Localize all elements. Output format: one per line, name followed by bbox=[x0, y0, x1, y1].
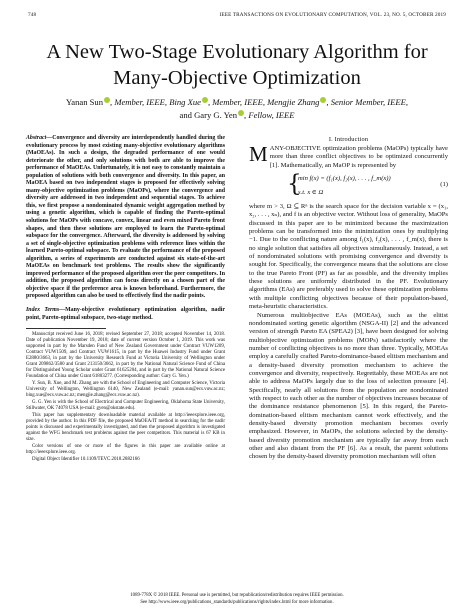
intro-paragraph-2: Numerous multiobjective EAs (MOEAs), such as the elitist nondominated sorting genetic algorithm (NSGA-II) [2] and the advanced version of strength Pareto EA (SPEA2) [3], have been designed for solving multiobjective optimization problems (MOPs) satisfactorily where the number of conflicting objectives is no more than three. Typically, MOEAs employ a carefully crafted Pareto-dominance-based elitism mechanism and a density-based diversity promotion mechanism to achieve the convergence and diversity, respectively. Regrettably, these MOEAs are not able to address MaOPs largely due to the loss of selection pressure [4]. Specifically, nearly all solutions from the population are nondominated with respect to each other as the number of objectives increases because of the dominance resistance phenomenon [5]. In this regard, the Pareto-domination-based elitism mechanism cannot work effectively, and the density-based diversity promotion mechanism becomes overly emphasized. However, in MaOPs, the solutions selected by the density-based diversity promotion mechanism are typically far away from each other and also distant from the PF [6]. As a result, the parent solutions chosen by the density-based diversity promotion mechanism will often bbox=[249, 311, 448, 461]
author-yen-membership: , Fellow, IEEE bbox=[244, 110, 295, 120]
page-number: 748 bbox=[28, 12, 37, 18]
intro-paragraph-1-continued: where m > 3, Ω ⊆ Rⁿ is the search space for the decision variable x = (x₁, x₂, . . . , xₙ), and f is an objective vector. Without loss of generality, MaOPs discussed in this paper are to be minimized because the maximization problems can be transformed into the minimization ones by multiplying −1. Due to the conflicting nature among f₁(x), f₂(x), . . . , f_m(x), there is no single solution that satisfies all objectives simultaneously. Instead, a set of nondominated solutions with promising convergence and diversity is sought for. Specifically, the convergence means that the solutions are close to the true Pareto Front (PF) as far as possible, and the diversity implies these solutions are uniformly distributed in the PF. Evolutionary algorithms (EAs) are preferably used to solve these optimization problems with multiple conflicting objectives because of their population-based, meta-heuristic characteristics. bbox=[249, 203, 448, 311]
copyright-line: 1089-778X © 2018 IEEE. Personal use is permitted, but republication/redistribution requires IEEE permission. bbox=[130, 593, 344, 598]
footnote-manuscript: Manuscript received June 16, 2018; revised September 27, 2018; accepted November 14, 2018. Date of publication November 19, 2018; date of current version October 1, 2019. This work was supported in part by the Marsden Fund of New Zealand Government under Contract VUW1209, Contract VUW1509, and Contract VUW1615, in part by the Huawei Industry Fund under Grant E2880/3663, in part by the University Research Fund at Victoria University of Wellington under Grant 209862/3580 and Grant 213150/3662, in part by the National Natural Science Fund of China for Distinguished Young Scholar under Grant 61625204, and in part by the National Natural Science Foundation of China under Grant 61803277. (Corresponding author: Gary G. Yen.) bbox=[26, 332, 225, 380]
footnote-doi: Digital Object Identifier 10.1109/TEVC.2018.2882166 bbox=[32, 457, 140, 463]
index-terms-label: Index Terms bbox=[26, 307, 60, 314]
abstract-text: —Convergence and diversity are interdependently handled during the evolutionary process by most existing many-objective evolutionary algorithms (MaOEAs). In such a design, the degraded performance of one would deteriorate the other, and only solutions with both are able to improve the performance of MaOEAs. Unfortunately, it is not easy to constantly maintain a population of solutions with both convergence and diversity. In this paper, an MaOEA based on two independent stages is proposed for effectively solving many-objective optimization problems (MaOPs), where the convergence and diversity are addressed in two independent and sequential stages. To achieve this, we first propose a nondominated dynamic weight aggregation method by using a genetic algorithm, which is capable of finding the Pareto-optimal solutions for MaOPs with concave, convex, linear and even mixed Pareto front shapes, and then these solutions are employed to learn the Pareto-optimal subspace for the convergence. Afterward, the diversity is addressed by solving a set of single-objective optimization problems with reference lines within the learned Pareto-optimal subspace. To evaluate the performance of the proposed algorithm, a series of experiments are conducted against six state-of-the-art MaOEAs on benchmark test problems. The results show the significantly improved performance of the proposed algorithm over the peer competitors. In addition, the proposed algorithm can focus directly on a chosen part of the objective space if the preference area is known beforehand. Furthermore, the proposed algorithm can also be used to effectively find the nadir points. bbox=[26, 135, 225, 300]
title-line-1: A New Two-Stage Evolutionary Algorithm for bbox=[46, 41, 428, 63]
paper-title bbox=[20, 39, 454, 91]
permissions-link[interactable]: See http://www.ieee.org/publications_standards/publications/rights/index.html for more information. bbox=[140, 600, 334, 605]
footnote-affiliation-vuw: Y. Sun, B. Xue, and M. Zhang are with the School of Engineering and Computer Science, Victoria University of Wellington, Wellington 6140, New Zealand (e-mail: yanan.sun@ecs.vuw.ac.nz; bing.xue@ecs.vuw.ac.nz; mengjie.zhang@ecs.vuw.ac.nz). bbox=[26, 381, 225, 399]
journal-name: IEEE TRANSACTIONS ON EVOLUTIONARY COMPUTATION, VOL. 23, NO. 5, OCTOBER 2019 bbox=[219, 12, 446, 18]
index-terms bbox=[26, 307, 225, 322]
equation-objective: min f(x) = (f₁(x), f₂(x), . . . , f_m(x)) bbox=[298, 175, 391, 183]
drop-cap: M bbox=[249, 142, 268, 166]
abstract bbox=[26, 135, 225, 301]
author-list bbox=[40, 96, 434, 122]
footnote-color-versions: Color versions of one or more of the figures in this paper are available online at http://ieeexplore.ieee.org. bbox=[26, 444, 225, 456]
footnote-affiliation-osu: G. G. Yen is with the School of Electrical and Computer Engineering, Oklahoma State University, Stillwater, OK 74078 USA (e-mail: gyen@okstate.edu). bbox=[26, 400, 225, 412]
equation-brace: { bbox=[287, 171, 302, 198]
author-xue-membership: , Member, IEEE, Mengjie Zhang bbox=[207, 97, 320, 107]
author-sun-membership: , Member, IEEE, Bing Xue bbox=[110, 97, 201, 107]
intro-paragraph-1 bbox=[249, 142, 448, 170]
right-column bbox=[249, 135, 448, 462]
equation-number: (1) bbox=[440, 181, 448, 189]
title-line-2: Many-Objective Optimization bbox=[113, 67, 361, 89]
authors-line-2 bbox=[40, 109, 434, 122]
author-sun: Yanan Sun bbox=[65, 97, 104, 107]
left-column bbox=[26, 135, 225, 464]
author-zhang-membership: , Senior Member, IEEE, bbox=[326, 97, 409, 107]
equation-constraint: s.t. x ∈ Ω bbox=[298, 189, 324, 197]
intro-paragraph-1-text: ANY-OBJECTIVE optimization problems (MaOPs) typically have more than three conflict objectives to be optimized concurrently [1]. Mathematically, an MaOP is represented by bbox=[269, 145, 448, 169]
equation-1 bbox=[249, 172, 448, 200]
footnote-divider bbox=[26, 328, 106, 329]
index-terms-text: —Many-objective evolutionary optimization algorithm, nadir point, Pareto-optimal subspace, two-stage method. bbox=[26, 307, 225, 321]
author-yen: and Gary G. Yen bbox=[179, 110, 238, 120]
footnote-supplementary: This paper has supplementary downloadable material available at http://ieeexplore.ieee.org, provided by the author. In this PDF file, the proposed MaOEA/IT method in searching for the nadir points is discussed and experimentally investigated, and then the proposed algorithm is investigated against the WFG benchmark test problems against the peer competitors. This material is 67 KB in size. bbox=[26, 413, 225, 443]
authors-line-1 bbox=[40, 96, 434, 109]
section-heading-introduction: I. Introduction bbox=[328, 136, 369, 143]
abstract-label: Abstract bbox=[26, 135, 47, 141]
